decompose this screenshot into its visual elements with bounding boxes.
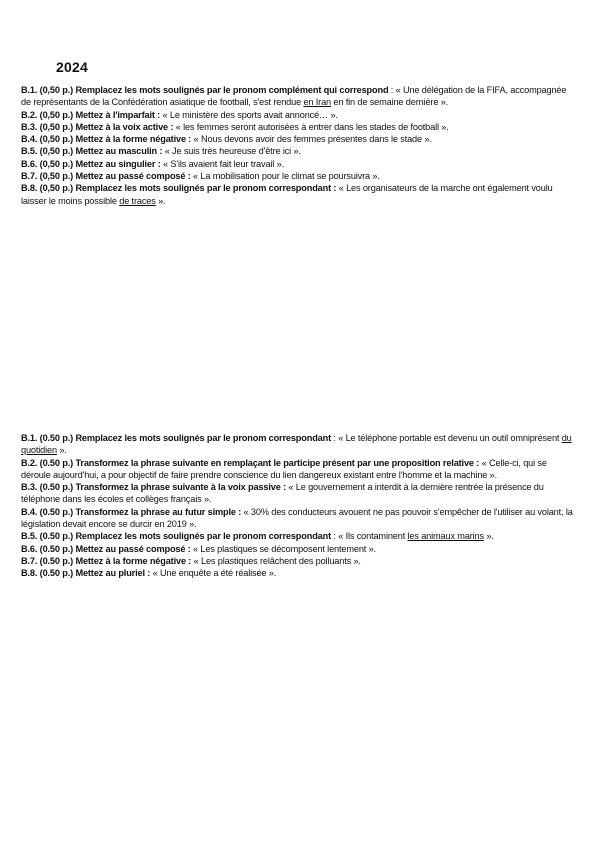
exercise-text: : « Ils contaminent [331,531,408,542]
exercise-item [21,567,577,579]
exercise-instruction: Mettez à la forme négative : [75,134,192,145]
exercise-text: : « Une délégation de la FIFA, accompagnée de représentants de la Confédération asiatique de football, s'est rendue [21,85,567,108]
underlined-text: en Iran [303,97,332,108]
exercise-number: B.6. [21,158,38,169]
exercise-text: « Les organisateurs de la marche ont également voulu laisser le moins possible [21,183,553,206]
underlined-text: les animaux marins [407,531,484,542]
exercise-score: (0.50 p.) [39,457,74,468]
exercise-text: : « Le téléphone portable est devenu un outil omniprésent [331,433,562,443]
exercise-instruction: Remplacez les mots soulignés par le pronom correspondant [75,433,331,443]
exercise-text: « Celle-ci, qui se déroule aujourd'hui, a pour objectif de faire prendre conscience du lien dangereux existant entre l'homme et la machine ». [21,457,547,480]
exercise-item [21,481,577,506]
exercise-text-end: ». [483,531,494,542]
exercise-text: « Le gouvernement a interdit à la dernière rentrée la présence du téléphone dans les écoles et collèges français ». [21,482,544,505]
exercise-score: (0.50 p.) [39,482,74,493]
exercise-number: B.1. [21,433,38,443]
exercise-text: « Les plastiques se décomposent lentement ». [190,543,376,554]
exercise-instruction: Remplacez les mots soulignés par le pronom correspondant [75,531,331,542]
exercise-text-end: ». [155,195,166,206]
exercise-item [21,555,577,567]
exercise-number: B.4. [21,134,38,145]
exercise-item [21,158,577,170]
exercise-item [21,543,577,555]
exercise-instruction: Transformez la phrase suivante en remplaçant le participe présent par une proposition relative : [75,457,480,468]
exercise-text: « La mobilisation pour le climat se poursuivra ». [190,171,380,182]
exercise-instruction: Mettez au singulier : [75,158,161,169]
exercise-score: (0.50 p.) [39,543,74,554]
page-title: 2024 [56,59,88,75]
exercise-number: B.4. [21,506,38,517]
exercise-score: (0,50 p.) [39,158,74,169]
exercise-item [21,506,577,531]
exercise-list-2024 [21,84,577,207]
exercise-instruction: Mettez à la voix active : [75,121,174,132]
exercise-instruction: Mettez à l'imparfait : [75,109,161,120]
exercise-list-second [21,432,577,580]
exercise-number: B.6. [21,543,38,554]
exercise-text: « 30% des conducteurs avouent ne pas pouvoir s'empêcher de l'utiliser au volant, la législation devait encore se durcir en 2019 ». [21,506,573,530]
exercise-item [21,457,577,482]
exercise-text-end: en fin de semaine dernière ». [331,97,449,108]
exercise-item [21,145,577,157]
exercise-instruction: Mettez au passé composé : [75,171,191,182]
exercise-text-end: ». [56,445,67,456]
exercise-number: B.3. [21,482,38,493]
exercise-text: « Nous devons avoir des femmes présentes dans le stade ». [191,134,432,145]
exercise-score: (0.50 p.) [39,568,74,579]
exercise-instruction: Transformez la phrase au futur simple : [75,506,242,517]
exercise-text: « Les plastiques relâchent des polluants ». [191,555,361,566]
underlined-text: du quotidien [21,433,572,456]
exercise-number: B.8. [21,183,38,194]
exercise-number: B.3. [21,121,38,132]
exercise-instruction: Transformez la phrase suivante à la voix passive : [75,482,286,493]
exercise-item [21,84,577,109]
exercise-number: B.5. [21,146,38,157]
exercise-number: B.8. [21,568,38,579]
exercise-number: B.1. [21,85,38,95]
exercise-instruction: Mettez au pluriel : [75,568,151,579]
exercise-score: (0,50 p.) [39,85,74,95]
exercise-instruction: Mettez au passé composé : [75,543,191,554]
exercise-score: (0,50 p.) [39,134,74,145]
exercise-instruction: Mettez à la forme négative : [75,555,192,566]
exercise-score: (0,50 p.) [39,109,74,120]
exercise-text: « S'ils avaient fait leur travail ». [160,158,284,169]
exercise-text: « Une enquête a été réalisée ». [150,568,277,579]
exercise-text: « les femmes seront autorisées à entrer dans les stades de football ». [173,121,449,132]
exercise-item [21,530,577,542]
exercise-number: B.7. [21,171,38,182]
exercise-item [21,182,577,207]
exercise-score: (0.50 p.) [39,433,74,443]
exercise-score: (0,50 p.) [39,183,74,194]
exercise-item [21,109,577,121]
underlined-text: de traces [119,195,156,206]
exercise-instruction: Mettez au masculin : [75,146,163,157]
exercise-number: B.5. [21,531,38,542]
exercise-score: (0.50 p.) [39,555,74,566]
exercise-score: (0,50 p.) [39,171,74,182]
exercise-score: (0.50 p.) [39,506,74,517]
exercise-item [21,121,577,133]
exercise-number: B.7. [21,555,38,566]
exercise-number: B.2. [21,109,38,120]
exercise-instruction: Remplacez les mots soulignés par le pronom correspondant : [75,183,337,194]
exercise-number: B.2. [21,457,38,468]
exercise-text: « Le ministère des sports avait annoncé… ». [160,109,338,120]
exercise-item [21,133,577,145]
exercise-item [21,432,577,457]
exercise-score: (0,50 p.) [39,146,74,157]
exercise-score: (0,50 p.) [39,121,74,132]
exercise-instruction: Remplacez les mots soulignés par le pronom complément qui correspond [75,85,389,95]
exercise-text: « Je suis très heureuse d'être ici ». [162,146,301,157]
exercise-item [21,170,577,182]
exercise-score: (0.50 p.) [39,531,74,542]
